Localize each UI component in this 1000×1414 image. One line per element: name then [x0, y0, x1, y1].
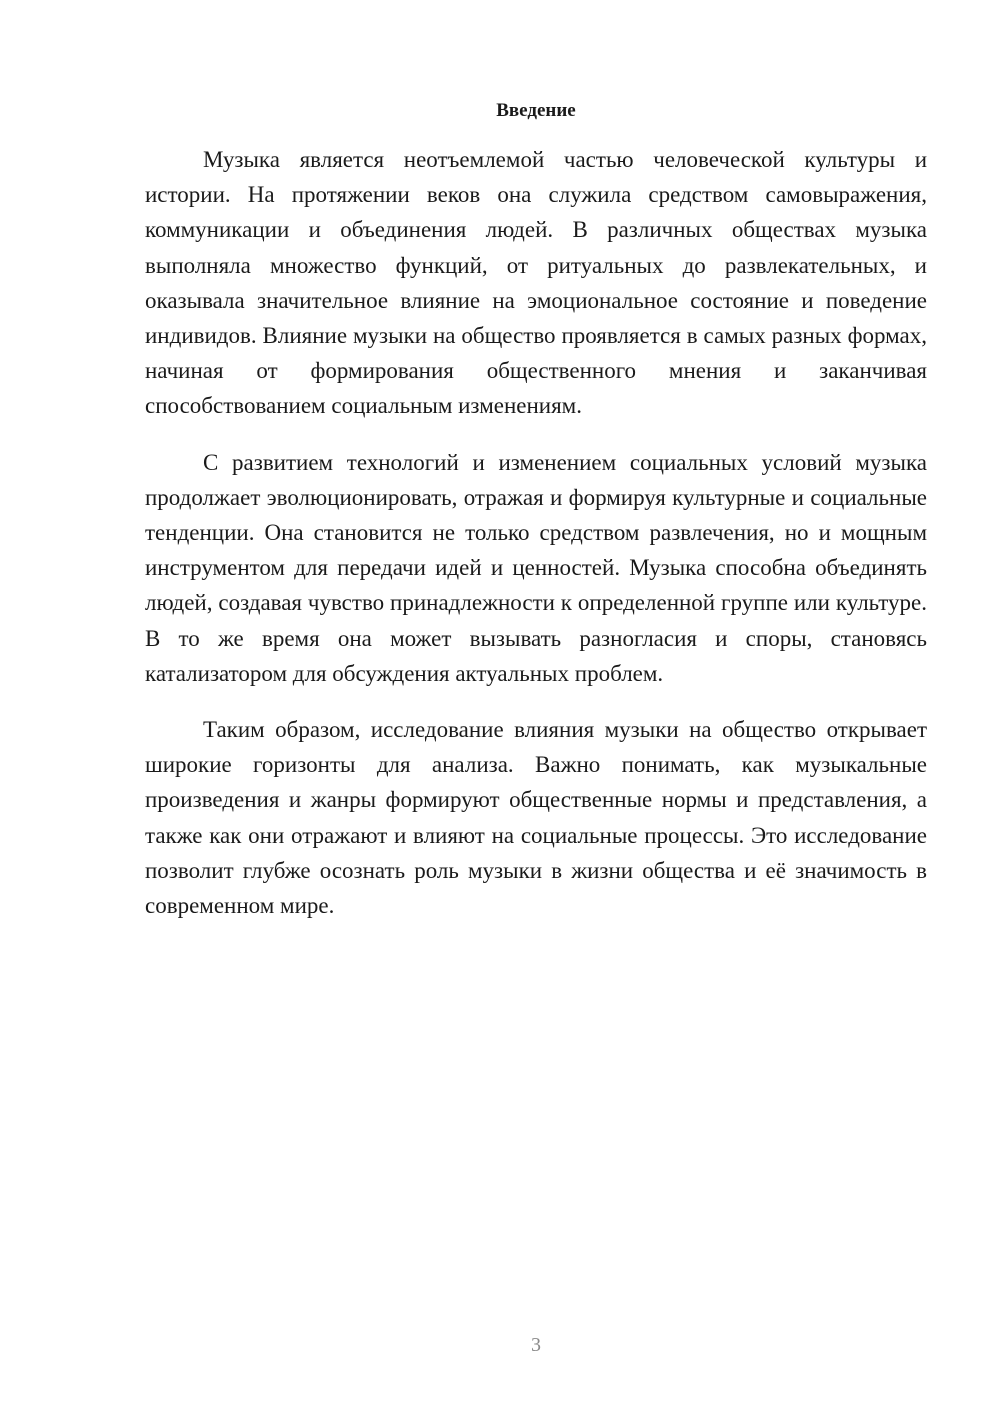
paragraph-intro: Музыка является неотъемлемой частью человеческой культуры и истории. На протяжении веков она служила средством самовыражения, коммуникации и объединения людей. В различных обществах музыка выполняла множество функций, от ритуальных до развлекательных, и оказывала значительное влияние на эмоциональное состояние и поведение индивидов. Влияние музыки на общество проявляется в самых разных формах, начиная от формирования общественного мнения и заканчивая способствованием социальным изменениям. [145, 147, 927, 419]
page-number: 3 [531, 1334, 541, 1356]
paragraph-development: С развитием технологий и изменением социальных условий музыка продолжает эволюционировать, отражая и формируя культурные и социальные тенденции. Она становится не только средством развлечения, но и мощным инструментом для передачи идей и ценностей. Музыка способна объединять людей, создавая чувство принадлежности к определенной группе или культуре. В то же время она может вызывать разногласия и споры, становясь катализатором для обсуждения актуальных проблем. [145, 449, 927, 686]
body-text [145, 142, 927, 944]
section-title: Введение [496, 100, 576, 121]
paragraph-conclusion: Таким образом, исследование влияния музыки на общество открывает широкие горизонты для анализа. Важно понимать, как музыкальные произведения и жанры формируют общественные нормы и представления, а также как они отражают и влияют на социальные процессы. Это исследование позволит глубже осознать роль музыки в жизни общества и её значимость в современном мире. [145, 717, 927, 919]
